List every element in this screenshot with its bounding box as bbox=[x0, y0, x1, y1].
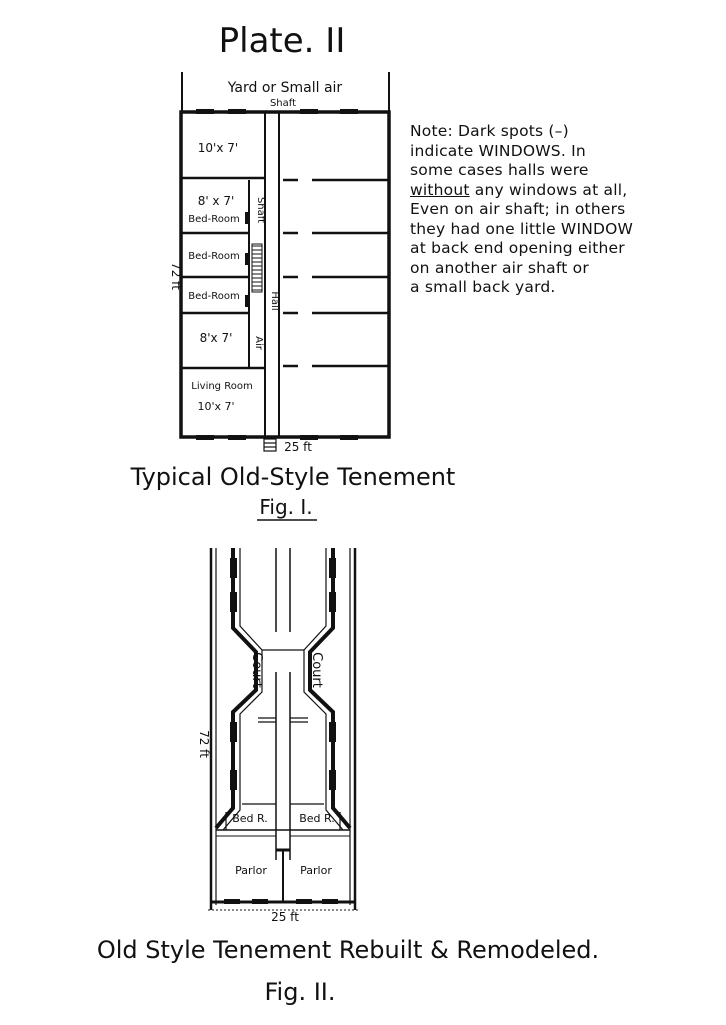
note-line-2: indicate WINDOWS. In bbox=[410, 141, 586, 160]
plate-title: Plate. II bbox=[218, 21, 346, 61]
window-note bbox=[410, 122, 726, 298]
fig1-room-2: 8' x 7' bbox=[197, 194, 235, 208]
note-line-5: Even on air shaft; in others bbox=[410, 200, 626, 218]
fig2-caption: Old Style Tenement Rebuilt & Remodeled. bbox=[96, 936, 600, 964]
fig1-room-5: Bed-Room bbox=[188, 291, 240, 302]
note-line-7: at back end opening either bbox=[410, 239, 625, 257]
note-line-8: on another air shaft or bbox=[410, 258, 589, 277]
fig2-width-label: 25 ft bbox=[271, 910, 299, 924]
fig1-hall-label: Hall bbox=[269, 291, 280, 311]
fig1-room-3: Bed-Room bbox=[188, 214, 240, 225]
fig1-room-4: Bed-Room bbox=[188, 251, 240, 262]
fig2-parlor-left: Parlor bbox=[235, 864, 267, 877]
fig2-court-right: Court bbox=[309, 652, 324, 688]
fig2-depth-label: 72 ft bbox=[197, 730, 211, 758]
fig1-room-7: Living Room bbox=[191, 381, 253, 392]
note-line-1: Note: Dark spots (–) bbox=[410, 122, 569, 140]
fig1-shaft-label: Shaft bbox=[255, 196, 266, 224]
fig1-depth-label: 72 ft bbox=[169, 262, 183, 290]
fig1-room-6: 8'x 7' bbox=[199, 331, 233, 345]
fig1-room-8: 10'x 7' bbox=[197, 400, 235, 413]
fig2-plan bbox=[197, 548, 358, 924]
fig1-yard-label: Yard or Small air bbox=[227, 80, 343, 96]
fig1-label: Fig. I. bbox=[259, 495, 313, 519]
note-line-6: they had one little WINDOW bbox=[410, 219, 634, 238]
note-line-4 bbox=[410, 181, 726, 201]
note-underlined-word: without bbox=[410, 180, 470, 199]
fig2-label: Fig. II. bbox=[264, 978, 336, 1006]
fig1-caption: Typical Old-Style Tenement bbox=[130, 463, 456, 491]
fig1-room-1: 10'x 7' bbox=[197, 141, 239, 155]
fig2-bed-left: Bed R. bbox=[232, 812, 268, 825]
fig1-yard-label-2: Shaft bbox=[269, 98, 297, 109]
fig1-width-label: 25 ft bbox=[284, 440, 312, 454]
fig2-bed-right: Bed R. bbox=[299, 812, 335, 825]
fig1-plan bbox=[169, 72, 389, 454]
fig2-parlor-right: Parlor bbox=[300, 864, 332, 877]
note-line-9: a small back yard. bbox=[410, 278, 556, 296]
note-line-3: some cases halls were bbox=[410, 161, 589, 179]
fig1-air-label: Air bbox=[253, 336, 264, 350]
note-line-4-rest: any windows at all, bbox=[469, 180, 628, 199]
fig2-court-left: Court bbox=[249, 652, 264, 688]
